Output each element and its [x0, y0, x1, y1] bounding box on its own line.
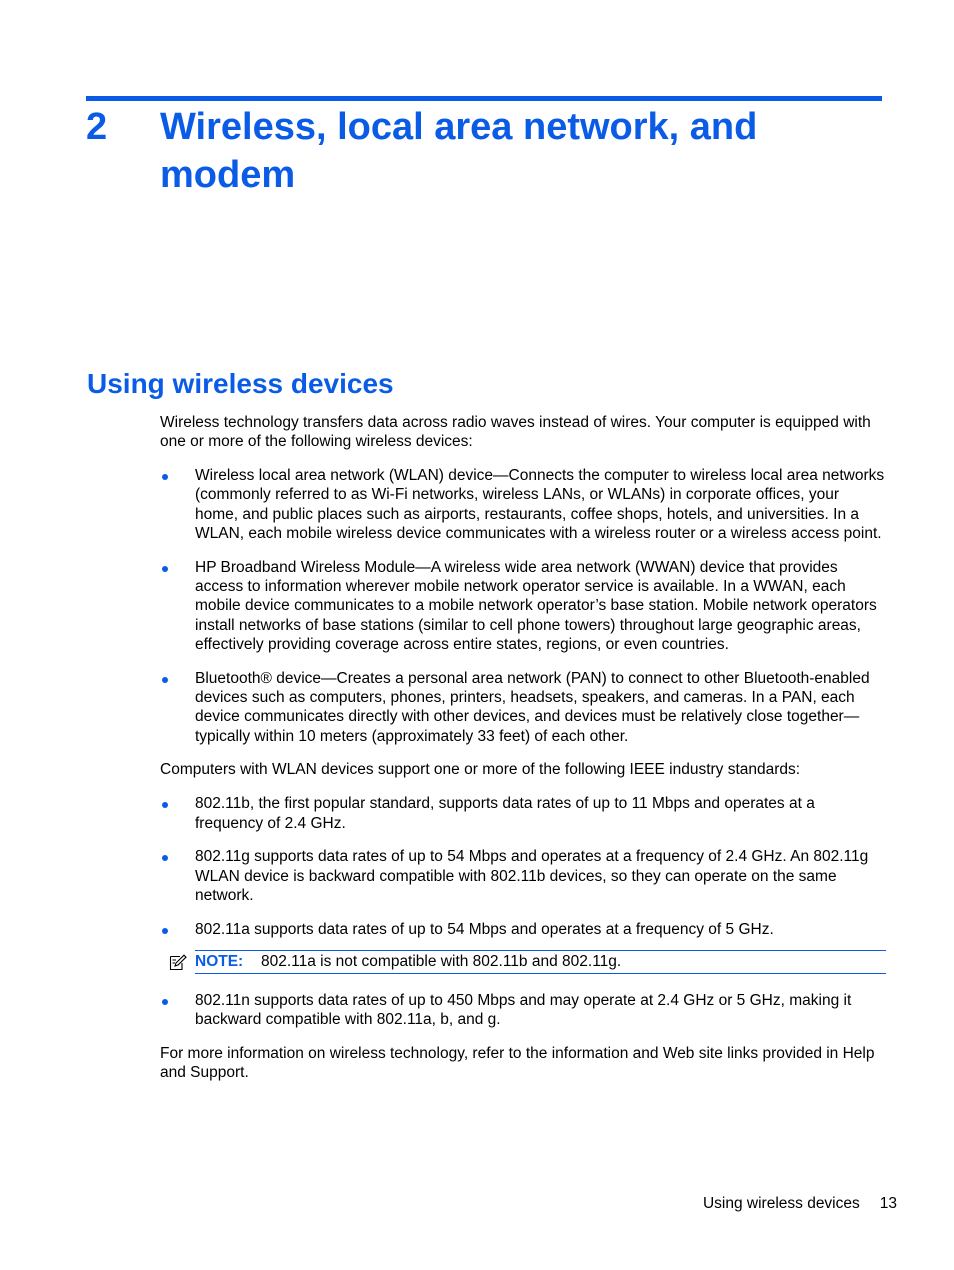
bullet-icon	[162, 999, 168, 1005]
bullet-icon	[162, 928, 168, 934]
list-item-text: 802.11b, the first popular standard, supports data rates of up to 11 Mbps and operates at a frequency of 2.4 GHz.	[195, 795, 815, 832]
list-item	[160, 794, 886, 833]
chapter-number: 2	[86, 106, 108, 148]
intro-paragraph: Wireless technology transfers data across radio waves instead of wires. Your computer is equipped with one or more of the following wireless devices:	[160, 414, 871, 451]
bullet-icon	[162, 677, 168, 683]
note-text: 802.11a is not compatible with 802.11b and 802.11g.	[261, 952, 622, 970]
list-item-text: Wireless local area network (WLAN) device—Connects the computer to wireless local area networks (commonly referred to as Wi-Fi networks, wireless LANs, or WLANs) in corporate offices, your home, and public places such as airports, restaurants, coffee shops, hotels, and universities. In a WLAN, each mobile wireless device communicates with a wireless router or a wireless access point.	[195, 467, 885, 542]
page-footer	[703, 1194, 897, 1213]
note-box	[195, 950, 886, 974]
note-label: NOTE:	[195, 952, 244, 970]
list-item	[160, 847, 886, 905]
bullet-icon	[162, 566, 168, 572]
bullet-icon	[162, 855, 168, 861]
chapter-title: Wireless, local area network, and modem	[160, 106, 758, 196]
list-item	[160, 669, 886, 746]
chapter-rule	[86, 96, 882, 101]
note-pencil-icon	[169, 954, 187, 971]
standards-list	[160, 794, 886, 939]
list-item-text: 802.11g supports data rates of up to 54 Mbps and operates at a frequency of 2.4 GHz. An 802.11g WLAN device is backward compatible with 802.11b devices, so they can operate on the same network.	[195, 848, 869, 904]
standards-list-continued	[160, 991, 886, 1030]
footer-section-title: Using wireless devices	[702, 1195, 860, 1212]
section-body	[160, 413, 886, 1097]
section-title: Using wireless devices	[87, 368, 394, 399]
list-item	[160, 558, 886, 654]
list-item-text: HP Broadband Wireless Module—A wireless wide area network (WWAN) device that provides access to information wherever mobile network operator service is available. In a WWAN, each mobile device communicates to a mobile network operator’s base station. Mobile network operators install networks of base stations (similar to cell phone towers) throughout large geographic areas, effectively providing coverage across entire states, regions, or even countries.	[195, 558, 877, 653]
page-number: 13	[879, 1195, 897, 1212]
list-item-text: Bluetooth® device—Creates a personal area network (PAN) to connect to other Bluetooth-enabled devices such as computers, phones, printers, headsets, speakers, and cameras. In a PAN, each device communicates directly with other devices, and devices must be relatively close together—typically within 10 meters (approximately 33 feet) of each other.	[195, 669, 870, 745]
list-item	[160, 920, 886, 939]
closing-paragraph: For more information on wireless technology, refer to the information and Web site links provided in Help and Support.	[160, 1044, 875, 1082]
list-item-text: 802.11a supports data rates of up to 54 Mbps and operates at a frequency of 5 GHz.	[195, 920, 774, 938]
list-item	[160, 466, 886, 543]
bullet-icon	[162, 474, 168, 480]
list-item-text: 802.11n supports data rates of up to 450 Mbps and may operate at 2.4 GHz or 5 GHz, making it backward compatible with 802.11a, b, and g.	[195, 991, 852, 1029]
device-list	[160, 466, 886, 746]
bullet-icon	[162, 802, 168, 808]
list-item	[160, 991, 886, 1030]
standards-intro-paragraph: Computers with WLAN devices support one or more of the following IEEE industry standards:	[160, 761, 801, 779]
